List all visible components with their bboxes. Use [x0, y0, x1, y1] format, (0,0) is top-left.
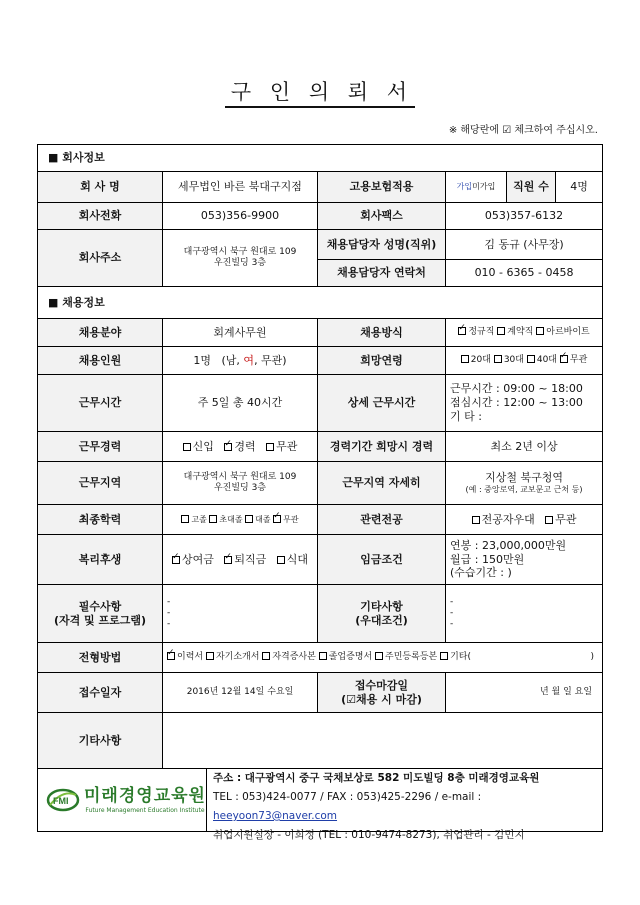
screening-options — [163, 643, 603, 673]
insurance-employees-cell — [446, 172, 603, 203]
education-option-any[interactable]: ✓ 무관 — [273, 515, 298, 524]
screening-option-registry[interactable]: 주민등록등본 — [375, 652, 437, 662]
logo-subtitle: Future Management Education Institute — [85, 806, 205, 814]
education-option-highschool[interactable]: 고졸 — [181, 515, 206, 524]
age-options — [446, 347, 603, 375]
salary-intern: (수습기간 : ) — [450, 566, 512, 580]
hours-value[interactable]: 주 5일 총 40시간 — [163, 375, 318, 432]
career-period-label: 경력기간 희망시 경력 — [318, 432, 446, 462]
footer-logo — [38, 786, 206, 815]
field-label: 채용분야 — [38, 319, 163, 347]
required-items[interactable] — [163, 585, 318, 643]
area-detail-label: 근무지역 자세히 — [318, 462, 446, 505]
screening-option-certificate[interactable]: 자격증사본 — [262, 652, 315, 662]
area-detail-station: 지상철 북구청역 — [485, 471, 563, 485]
address-line-2: 우진빌딩 3층 — [213, 258, 267, 268]
area-line-1: 대구광역시 북구 원대로 109 — [183, 471, 297, 482]
fmi-logo-icon — [46, 787, 80, 813]
major-options — [446, 505, 603, 535]
area-line-2: 우진빌딩 3층 — [213, 483, 267, 493]
career-label: 근무경력 — [38, 432, 163, 462]
screening-option-cover-letter[interactable]: 자기소개서 — [206, 652, 259, 662]
footer-address: 주소 : 대구광역시 중구 국채보상로 582 미도빌딩 8층 미래경영교육원 — [213, 772, 540, 784]
deadline-label: 접수마감일 (☑채용 시 마감) — [318, 673, 446, 713]
headcount-label: 채용인원 — [38, 347, 163, 375]
career-option-any[interactable]: 무관 — [266, 440, 297, 453]
screening-option-other[interactable]: 기타( — [440, 652, 471, 662]
required-item: - — [167, 619, 171, 630]
required-label: 필수사항 (자격 및 프로그램) — [38, 585, 163, 643]
other-item: - — [450, 607, 454, 618]
age-option-30s[interactable]: 30대 — [494, 355, 524, 365]
section-recruit-info: ■ 채용정보 — [38, 287, 603, 319]
career-option-experienced[interactable]: ✓ 경력 — [224, 440, 255, 453]
salary-value[interactable] — [446, 535, 603, 585]
footer-contact — [206, 769, 602, 841]
major-option-any[interactable]: 무관 — [545, 513, 576, 526]
check-notice: ※ 해당란에 ☑ 체크하여 주십시오. — [448, 125, 598, 136]
manager-value[interactable]: 김 동규 (사무장) — [446, 230, 603, 260]
method-options — [446, 319, 603, 347]
hours-detail-lunch: 점심시간 : 12:00 ~ 13:00 — [450, 396, 583, 410]
field-value[interactable]: 회계사무원 — [163, 319, 318, 347]
logo-name: 미래경영교육원 — [84, 785, 206, 806]
screening-other-close: ) — [590, 651, 595, 662]
welfare-option-bonus[interactable]: ✓ 상여금 — [172, 553, 214, 566]
manager-label: 채용담당자 성명(직위) — [318, 230, 446, 260]
received-label: 접수일자 — [38, 673, 163, 713]
education-option-college[interactable]: 초대졸 — [209, 515, 242, 524]
deadline-value[interactable]: 년 월 일 요일 — [446, 673, 603, 713]
insurance-label: 고용보험적용 — [318, 172, 446, 203]
insurance-nonjoin: 미가입 — [472, 182, 496, 191]
career-option-new[interactable]: 신입 — [183, 440, 214, 453]
company-phone-label: 회사전화 — [38, 203, 163, 230]
career-options — [163, 432, 318, 462]
age-option-20s[interactable]: 20대 — [461, 355, 491, 365]
contact-label: 채용담당자 연락처 — [318, 260, 446, 287]
footer-tel-fax: TEL : 053)424-0077 / FAX : 053)425-2296 / e-mail : heeyoon73@naver.com — [213, 791, 482, 822]
footer-email-link[interactable]: heeyoon73@naver.com — [213, 810, 338, 822]
hours-detail-value[interactable] — [446, 375, 603, 432]
other-item: - — [450, 596, 454, 607]
section-company-info: ■ 회사정보 — [38, 145, 603, 172]
required-item: - — [167, 596, 171, 607]
hours-detail-work: 근무시간 : 09:00 ~ 18:00 — [450, 382, 583, 396]
required-item: - — [167, 607, 171, 618]
other-item: - — [450, 619, 454, 630]
hours-label: 근무시간 — [38, 375, 163, 432]
welfare-option-severance[interactable]: ✓ 퇴직금 — [224, 553, 266, 566]
company-fax-value[interactable]: 053)357-6132 — [446, 203, 603, 230]
address-line-1: 대구광역시 북구 원대로 109 — [183, 246, 297, 257]
area-value[interactable] — [163, 462, 318, 505]
area-detail-value[interactable] — [446, 462, 603, 505]
method-option-contract[interactable]: 계약직 — [497, 327, 533, 337]
area-label: 근무지역 — [38, 462, 163, 505]
method-option-fulltime[interactable]: ✓ 정규직 — [458, 327, 494, 337]
age-option-40s[interactable]: 40대 — [527, 355, 557, 365]
age-label: 희망연령 — [318, 347, 446, 375]
welfare-option-meal[interactable]: 식대 — [277, 553, 308, 566]
career-period-value[interactable]: 최소 2년 이상 — [446, 432, 603, 462]
salary-monthly: 월급 : 150만원 — [450, 552, 525, 566]
company-name-value[interactable]: 세무법인 바른 북대구지점 — [163, 172, 318, 203]
company-fax-label: 회사팩스 — [318, 203, 446, 230]
misc-label: 기타사항 — [38, 713, 163, 769]
employees-value[interactable]: 4명 — [570, 180, 588, 194]
salary-annual: 연봉 : 23,000,000만원 — [450, 538, 567, 552]
logo-abbr: FMI — [53, 796, 69, 806]
education-option-university[interactable]: 대졸 — [245, 515, 270, 524]
contact-value[interactable]: 010 - 6365 - 0458 — [446, 260, 603, 287]
document-title: 구 인 의 뢰 서 — [0, 76, 640, 106]
insurance-options[interactable] — [446, 172, 507, 202]
welfare-label: 복리후생 — [38, 535, 163, 585]
misc-value[interactable] — [163, 713, 603, 769]
method-label: 채용방식 — [318, 319, 446, 347]
area-detail-example: (예 : 중앙로역, 교보문고 근처 등) — [465, 484, 583, 494]
screening-option-resume[interactable]: ✓ 이력서 — [167, 652, 203, 662]
education-label: 최종학력 — [38, 505, 163, 535]
company-address-value[interactable] — [163, 230, 318, 287]
method-option-parttime[interactable]: 아르바이트 — [536, 327, 589, 337]
hours-detail-label: 상세 근무시간 — [318, 375, 446, 432]
recruit-request-form — [37, 144, 603, 841]
headcount-value[interactable]: 1명 (남, 여, 무관) — [163, 347, 318, 375]
screening-label: 전형방법 — [38, 643, 163, 673]
employees-label: 직원 수 — [507, 172, 556, 202]
company-address-label: 회사주소 — [38, 230, 163, 287]
major-label: 관련전공 — [318, 505, 446, 535]
company-name-label: 회 사 명 — [38, 172, 163, 203]
footer-cell — [38, 769, 603, 841]
major-option-preferred[interactable]: 전공자우대 — [472, 513, 535, 526]
education-options — [163, 505, 318, 535]
screening-option-diploma[interactable]: 졸업증명서 — [319, 652, 372, 662]
company-phone-value[interactable]: 053)356-9900 — [163, 203, 318, 230]
age-option-any[interactable]: ✓ 무관 — [560, 355, 587, 365]
welfare-options — [163, 535, 318, 585]
gender-female-selected: 여 — [243, 353, 255, 367]
other-label: 기타사항 (우대조건) — [318, 585, 446, 643]
salary-label: 임금조건 — [318, 535, 446, 585]
footer-staff: 취업지원실장 - 이희정 (TEL : 010-9474-8273), 취업관리 - 김민지 — [213, 829, 525, 841]
other-items[interactable] — [446, 585, 603, 643]
received-value[interactable]: 2016년 12월 14일 수요일 — [163, 673, 318, 713]
hours-detail-other: 기 타 : — [450, 409, 482, 423]
insurance-join: 가입 — [456, 182, 473, 191]
